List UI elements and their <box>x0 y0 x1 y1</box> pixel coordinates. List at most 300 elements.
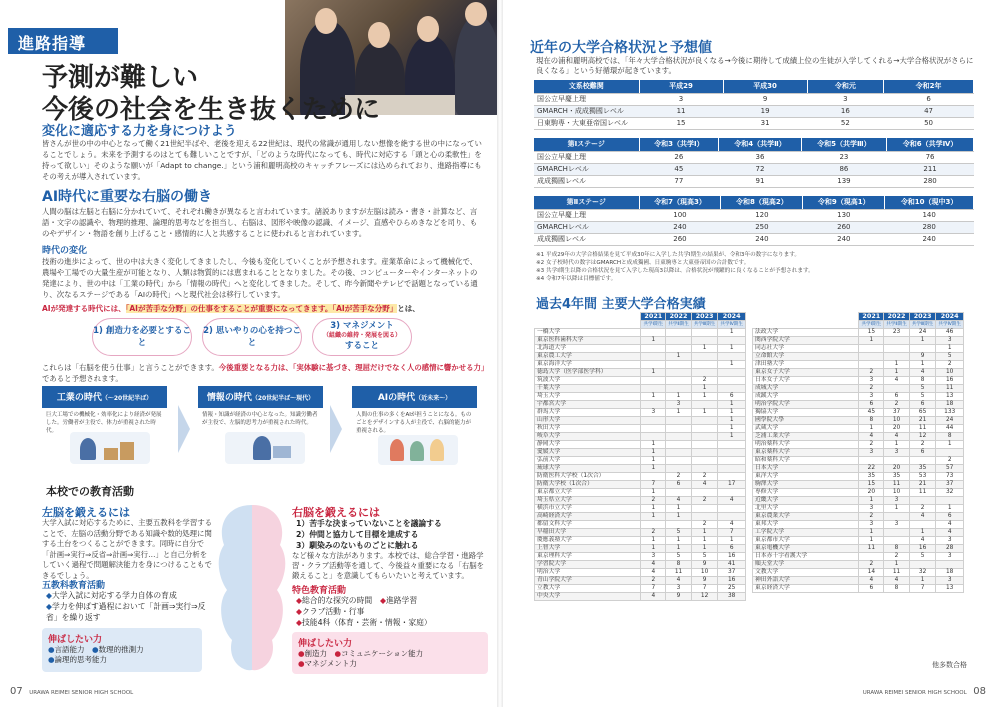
university-name: 國學院大學 <box>753 417 859 425</box>
pass-count: 2 <box>884 401 910 409</box>
pass-count: 65 <box>909 409 936 417</box>
pass-count <box>691 337 718 345</box>
university-name: 同志社大学 <box>753 345 859 353</box>
pass-count: 2 <box>691 521 718 529</box>
university-name: 東京都市大学 <box>753 537 859 545</box>
pass-count: 1 <box>641 337 666 345</box>
pass-count: 5 <box>691 553 718 561</box>
university-name: 専修大学 <box>753 489 859 497</box>
pass-count: 20 <box>884 465 910 473</box>
year-cell: 2024 <box>718 313 746 321</box>
pass-count <box>666 521 692 529</box>
cell: 国公立早慶上理 <box>534 93 639 105</box>
pass-count: 2 <box>641 577 666 585</box>
oval-text: マネジメント <box>343 321 394 331</box>
table-row <box>535 329 746 337</box>
university-name: 津田塾大学 <box>753 361 859 369</box>
cohort-cell: 共学Ⅰ期生 <box>641 321 666 329</box>
university-name: 静岡大学 <box>535 441 641 449</box>
pass-count <box>691 441 718 449</box>
header-cell: 第Ⅱステージ <box>534 196 639 209</box>
skill-item: 数理的推測力 <box>98 645 144 654</box>
university-name: 武蔵大学 <box>753 425 859 433</box>
university-name: 東洋大学 <box>753 473 859 481</box>
list-item: ◆大学入試に対応する学力自体の育成 <box>46 591 177 600</box>
list-item: ◆総合的な探究の時間 ◆進路学習 <box>296 596 418 605</box>
pass-count <box>884 353 910 361</box>
school-name: URAWA REIMEI SENIOR HIGH SCHOOL <box>862 690 967 696</box>
section-tag: 進路指導 <box>8 28 118 54</box>
table-row <box>753 521 964 529</box>
pass-count: 1 <box>641 465 666 473</box>
university-name: 日本赤十字看護大学 <box>753 553 859 561</box>
right-footer <box>863 686 986 697</box>
table-row <box>753 481 964 489</box>
table-row <box>535 473 746 481</box>
table-row <box>753 577 964 585</box>
pass-count <box>666 337 692 345</box>
cell: 成成獨國レベル <box>534 233 639 245</box>
pass-count: 1 <box>884 361 910 369</box>
cell: 100 <box>639 209 721 221</box>
university-name: 関西学院大学 <box>753 337 859 345</box>
era-arrow-1 <box>178 405 190 453</box>
note-line: ※1 平成29年の大学合格結果を見て平成30年に入学した共学Ⅰ期生の結果が、令和3年の数字になります。 <box>536 252 800 258</box>
table-row <box>753 377 964 385</box>
table-row <box>753 489 964 497</box>
cell: 50 <box>884 117 974 129</box>
oval-text-2: すること <box>344 341 379 351</box>
pass-count: 1 <box>691 409 718 417</box>
university-name: 琉球大学 <box>535 465 641 473</box>
pass-count: 1 <box>691 385 718 393</box>
right-brain-paragraph: など様々な方法があります。本校では、総合学習・進路学習・クラブ活動等を通して、今後益々重要になる「右脳を鍛えること」を意識してもらいたいと考えています。 <box>292 551 485 580</box>
pass-count: 28 <box>936 545 964 553</box>
pass-count <box>884 513 910 521</box>
skill-item: 創造力 <box>304 649 328 658</box>
pass-count: 6 <box>666 481 692 489</box>
pass-count: 5 <box>909 385 936 393</box>
pass-count: 12 <box>909 433 936 441</box>
blank-cell <box>535 321 641 329</box>
cohort-cell: 共学Ⅰ期生 <box>859 321 884 329</box>
pass-count: 2 <box>691 377 718 385</box>
pass-count: 4 <box>936 521 964 529</box>
table-row <box>535 585 746 593</box>
pass-count: 2 <box>859 441 884 449</box>
university-name: 山形大学 <box>535 417 641 425</box>
pass-count: 15 <box>859 481 884 489</box>
left-brain-heading: 左脳を鍛えるには <box>42 506 130 519</box>
header-cell: 令和5（共学Ⅲ） <box>801 138 886 151</box>
pass-count: 3 <box>859 393 884 401</box>
results-table-right <box>752 312 964 593</box>
pass-count <box>884 345 910 353</box>
cell: 91 <box>719 175 802 187</box>
cell: 3 <box>639 93 723 105</box>
cell: 36 <box>719 151 802 163</box>
pass-count: 37 <box>884 409 910 417</box>
pass-count: 3 <box>859 521 884 529</box>
pass-count: 1 <box>718 361 746 369</box>
pass-count <box>718 465 746 473</box>
university-name: 学習院大学 <box>535 561 641 569</box>
year-cell: 2021 <box>641 313 666 321</box>
pass-count <box>641 329 666 337</box>
red-line-d: とは、 <box>397 304 420 313</box>
pass-count: 1 <box>718 401 746 409</box>
ai-paragraph: 人間の脳は左脳と右脳に分かれていて、それぞれ働きが異なると言われています。諸説ありますが左脳は読み・書き・計算など、言語・文字の認識や、物理的推理、論理的思考などを担当し、右脳は、図形や映像の認識、イメージ、直感やひらめきなどを司り、ものやデザイン・物語を創り上げること・感情的に人と共感することに使われると言われています。 <box>42 207 478 238</box>
pass-count: 2 <box>691 497 718 505</box>
pass-count: 25 <box>718 585 746 593</box>
cell: 240 <box>885 233 974 245</box>
pass-count: 15 <box>859 329 884 337</box>
cell: 120 <box>721 209 803 221</box>
cell: 国公立早慶上理 <box>534 151 639 163</box>
pass-count <box>691 425 718 433</box>
pass-count <box>859 353 884 361</box>
pass-count: 44 <box>936 425 964 433</box>
pass-count: 1 <box>859 529 884 537</box>
pass-count: 1 <box>909 337 936 345</box>
oval-num: 2) <box>203 326 213 336</box>
era-ai-desc: 人間の仕事の多くをAIが担うことになる。ものごとをデザインする人が主役で、右脳的能力が重視される。 <box>356 412 472 434</box>
table-row <box>534 105 974 117</box>
pass-count: 4 <box>666 497 692 505</box>
pass-count: 16 <box>718 577 746 585</box>
pass-count: 2 <box>909 441 936 449</box>
pass-count: 1 <box>718 425 746 433</box>
table-row <box>535 449 746 457</box>
pass-count: 1 <box>936 345 964 353</box>
pass-count: 1 <box>641 545 666 553</box>
cell: 3 <box>807 93 884 105</box>
pass-count <box>666 465 692 473</box>
cell: 15 <box>639 117 723 129</box>
title-line-2: 今後の社会を生き抜くために <box>42 95 381 125</box>
pass-count <box>909 457 936 465</box>
university-name: 獨協大学 <box>753 409 859 417</box>
header-cell: 平成29 <box>639 80 723 93</box>
right-page <box>500 0 1000 707</box>
cell: GMARCHレベル <box>534 163 639 175</box>
pass-count: 1 <box>666 393 692 401</box>
list-item-text: 学力を伸ばす過程において「計画⇒実行⇒反省」を繰り返す <box>46 602 206 622</box>
pass-count: 2 <box>884 553 910 561</box>
table-row <box>753 537 964 545</box>
cell: 19 <box>723 105 807 117</box>
stage1-table <box>534 138 974 188</box>
university-name: 神田外語大学 <box>753 577 859 585</box>
pass-count <box>859 361 884 369</box>
university-name: 青山学院大学 <box>535 577 641 585</box>
university-name: 日本女子大学 <box>753 377 859 385</box>
history-table <box>534 80 974 130</box>
cell: 11 <box>639 105 723 117</box>
table-row <box>753 401 964 409</box>
pass-count: 13 <box>936 585 964 593</box>
pass-count: 4 <box>859 433 884 441</box>
header-cell: 第Ⅰステージ <box>534 138 639 151</box>
university-name: 埼玉大学 <box>535 393 641 401</box>
pass-count: 16 <box>718 553 746 561</box>
university-name: 筑波大学 <box>535 377 641 385</box>
intro-paragraph: 皆さんが世の中の中心となって働く21世紀半ばや、老後を迎える22世紀は、現代の常識が通用しない想像を絶する世の中になっていることでしょう。未来を予測するのはとても難しいことですが、「どのような時代になっても、時代に対応する「頭と心の柔軟性」を持って欲しい」そのような願いが「Adapt to change.」という浦和麗明高校のキャッチフレーズには込められており、進路指導にもその考えが導入されています。 <box>42 139 482 181</box>
year-cell: 2024 <box>936 313 964 321</box>
pass-count: 7 <box>909 585 936 593</box>
pass-count: 5 <box>936 353 964 361</box>
pass-count: 5 <box>909 393 936 401</box>
era-information-desc: 情報・知識が経済の中心となった。知識労働者が主役で、左脳的思考力が重視された時代。 <box>202 412 318 426</box>
oval-management <box>312 318 412 356</box>
pass-count: 1 <box>884 505 910 513</box>
pass-count: 1 <box>641 505 666 513</box>
pass-count: 21 <box>909 481 936 489</box>
subtitle: 変化に適応する力を身につけよう <box>42 124 237 139</box>
university-name: 岐阜大学 <box>535 433 641 441</box>
year-header <box>535 313 746 321</box>
pass-count: 2 <box>936 361 964 369</box>
table-row <box>535 553 746 561</box>
table-row <box>753 409 964 417</box>
pass-count: 38 <box>718 593 746 601</box>
list-item: ◆学力を伸ばす過程において「計画⇒実行⇒反省」を繰り返す <box>46 602 206 622</box>
pass-count: 3 <box>859 505 884 513</box>
cohort-cell: 共学Ⅳ期生 <box>936 321 964 329</box>
cell: 250 <box>721 221 803 233</box>
pass-count: 8 <box>884 585 910 593</box>
pass-count: 1 <box>691 529 718 537</box>
header-cell: 文系校難関 <box>534 80 639 93</box>
table-row <box>753 417 964 425</box>
pass-count: 1 <box>718 409 746 417</box>
pass-count: 1 <box>666 537 692 545</box>
pass-count <box>666 361 692 369</box>
pass-count <box>909 345 936 353</box>
pass-count: 133 <box>936 409 964 417</box>
pass-count: 6 <box>718 545 746 553</box>
pass-count: 16 <box>936 377 964 385</box>
table-row <box>535 561 746 569</box>
pass-count <box>718 489 746 497</box>
pass-count <box>666 441 692 449</box>
pass-count: 1 <box>691 345 718 353</box>
table-row <box>753 369 964 377</box>
table-row <box>534 233 974 245</box>
pass-count: 12 <box>691 593 718 601</box>
pass-count: 46 <box>936 329 964 337</box>
pass-count: 4 <box>909 513 936 521</box>
pass-count: 17 <box>718 481 746 489</box>
pass-count: 32 <box>936 489 964 497</box>
red-line-b: 「AIが苦手な分野」の仕事をすることが重要になってきます。 <box>125 304 333 313</box>
pass-count: 8 <box>859 417 884 425</box>
school-name: URAWA REIMEI SENIOR HIGH SCHOOL <box>29 690 134 696</box>
university-name: 明治学院大学 <box>753 401 859 409</box>
cell: 23 <box>801 151 886 163</box>
table-row <box>535 545 746 553</box>
table-row <box>753 545 964 553</box>
university-name: 東京農工大学 <box>535 353 641 361</box>
table-row <box>753 553 964 561</box>
pass-count <box>691 361 718 369</box>
header-cell: 令和4（共学Ⅱ） <box>719 138 802 151</box>
box-title: 伸ばしたい力 <box>48 635 103 645</box>
pass-count <box>718 457 746 465</box>
title-line-1: 予測が難しい <box>42 63 199 93</box>
university-name: 東京理科大学 <box>535 553 641 561</box>
pass-count <box>718 377 746 385</box>
oval-subtext: （組織の維持・発展を図る） <box>322 332 401 339</box>
cell: 280 <box>885 221 974 233</box>
list-item-text: 大学入試に対応する学力自体の育成 <box>52 591 177 600</box>
cell: 77 <box>639 175 719 187</box>
pass-count: 3 <box>641 409 666 417</box>
pass-count: 18 <box>936 401 964 409</box>
pass-count <box>909 521 936 529</box>
cell: 86 <box>801 163 886 175</box>
cohort-header <box>535 321 746 329</box>
table-row <box>535 497 746 505</box>
list-item-text: 総合的な探究の時間 <box>302 596 373 605</box>
oval-text: 思いやりの心を持つこと <box>215 326 301 348</box>
year-cell: 2023 <box>909 313 936 321</box>
right-brain-heading: 右脳を鍛えるには <box>292 506 380 519</box>
pass-count: 10 <box>936 369 964 377</box>
pass-count: 73 <box>936 473 964 481</box>
page-title <box>42 62 380 126</box>
university-name: 一橋大学 <box>535 329 641 337</box>
pass-count: 8 <box>884 545 910 553</box>
university-name: 東京女子大学 <box>753 369 859 377</box>
blank-cell <box>753 321 859 329</box>
pass-count: 6 <box>909 401 936 409</box>
pass-count: 11 <box>909 425 936 433</box>
cell: 26 <box>639 151 719 163</box>
pass-count <box>641 345 666 353</box>
header-cell: 平成30 <box>723 80 807 93</box>
pass-count <box>884 385 910 393</box>
pass-count <box>936 497 964 505</box>
pass-count <box>666 489 692 497</box>
table-row <box>753 457 964 465</box>
cell: 9 <box>723 93 807 105</box>
university-name: 成蹊大学 <box>753 393 859 401</box>
box-items: ●言語能力 ●数理的推測力 ●論理的思考能力 <box>48 645 144 664</box>
pass-count: 4 <box>884 577 910 585</box>
pass-count <box>859 345 884 353</box>
era-ai-title <box>352 386 477 408</box>
change-paragraph: 技術の進歩によって、世の中は大きく変化してきましたし、今後も変化していくことが予想されます。産業革命によって機械化で、農場や工場での大量生産が可能となり、人類は物質的には恵まれることとなりました。その後、コンピューターやインターネットの発達により、世の中は「工業の時代」から「情報の時代」へと変化してきました。そして、昨今新聞やテレビで話題となっている通り、次なるステージである「AIの時代」へと現代社会は移行しています。 <box>42 257 478 299</box>
pass-count: 1 <box>641 537 666 545</box>
pass-count: 4 <box>859 577 884 585</box>
pass-count: 3 <box>641 553 666 561</box>
table-row <box>534 175 974 187</box>
right-brain-subheading: 特色教育活動 <box>292 586 347 596</box>
pass-count: 10 <box>884 417 910 425</box>
header-cell: 令和7（現高3） <box>639 196 721 209</box>
pass-count: 6 <box>859 585 884 593</box>
pass-count: 1 <box>641 457 666 465</box>
cell: GMARCHレベル <box>534 221 639 233</box>
table-row <box>535 353 746 361</box>
table-row <box>535 593 746 601</box>
university-name: 慶應義塾大学 <box>535 537 641 545</box>
pass-count <box>718 473 746 481</box>
pass-count <box>718 385 746 393</box>
table-row <box>753 329 964 337</box>
university-name: 法政大学 <box>753 329 859 337</box>
cell: 140 <box>885 209 974 221</box>
pass-count <box>718 449 746 457</box>
point-item: 2）仲間と協力して目標を達成する <box>296 530 419 539</box>
pass-count: 24 <box>936 417 964 425</box>
pass-count: 2 <box>936 457 964 465</box>
list-item-text: 進路学習 <box>385 596 418 605</box>
pass-count: 1 <box>641 513 666 521</box>
university-name: 秋田大学 <box>535 425 641 433</box>
pass-count <box>936 561 964 569</box>
pass-count: 9 <box>691 561 718 569</box>
header-cell: 令和元 <box>807 80 884 93</box>
pass-count: 1 <box>718 537 746 545</box>
pass-count: 20 <box>859 489 884 497</box>
table-row <box>535 377 746 385</box>
pass-count: 6 <box>859 401 884 409</box>
era-information-title <box>198 386 323 408</box>
pass-count: 4 <box>641 569 666 577</box>
year-cell: 2022 <box>884 313 910 321</box>
year-cell: 2023 <box>691 313 718 321</box>
pass-count: 1 <box>884 561 910 569</box>
year-header <box>753 313 964 321</box>
pass-count <box>666 425 692 433</box>
pass-count: 1 <box>859 337 884 345</box>
era-sub: （〜20世紀半ば） <box>101 395 153 402</box>
pass-count: 1 <box>718 329 746 337</box>
rb-line-c: であると予想されます。 <box>42 374 123 383</box>
cell: 260 <box>639 233 721 245</box>
rb-line-b: 今後重要となる力は、「実体験に基づき、理屈だけでなく人の感情に響かせる力」 <box>218 363 489 372</box>
pass-count <box>691 329 718 337</box>
pass-count <box>909 561 936 569</box>
table-row <box>753 353 964 361</box>
pass-count: 4 <box>691 481 718 489</box>
table-row <box>753 449 964 457</box>
pass-count <box>641 377 666 385</box>
pass-count: 1 <box>859 425 884 433</box>
point-item: 3）馴染みのないものごとに触れる <box>296 541 419 550</box>
cell: 240 <box>803 233 885 245</box>
table-row <box>753 385 964 393</box>
pass-count: 3 <box>936 337 964 345</box>
pass-count: 21 <box>909 417 936 425</box>
note-line: ※2 女子校時代の数字はGMARCHと成成獨國、日東駒専と大東亜帝国の合計数です。 <box>536 260 750 266</box>
pass-count: 35 <box>909 465 936 473</box>
university-name: 昭和薬科大学 <box>753 457 859 465</box>
list-item: ◆クラブ活動・行事 <box>296 607 365 616</box>
cell: 139 <box>801 175 886 187</box>
pass-count: 1 <box>884 369 910 377</box>
cell: 52 <box>807 117 884 129</box>
table-row <box>753 345 964 353</box>
table-row <box>535 569 746 577</box>
pass-count: 11 <box>884 569 910 577</box>
university-name: 近畿大学 <box>753 497 859 505</box>
table-row <box>753 337 964 345</box>
pass-count: 2 <box>859 561 884 569</box>
pass-count <box>859 457 884 465</box>
